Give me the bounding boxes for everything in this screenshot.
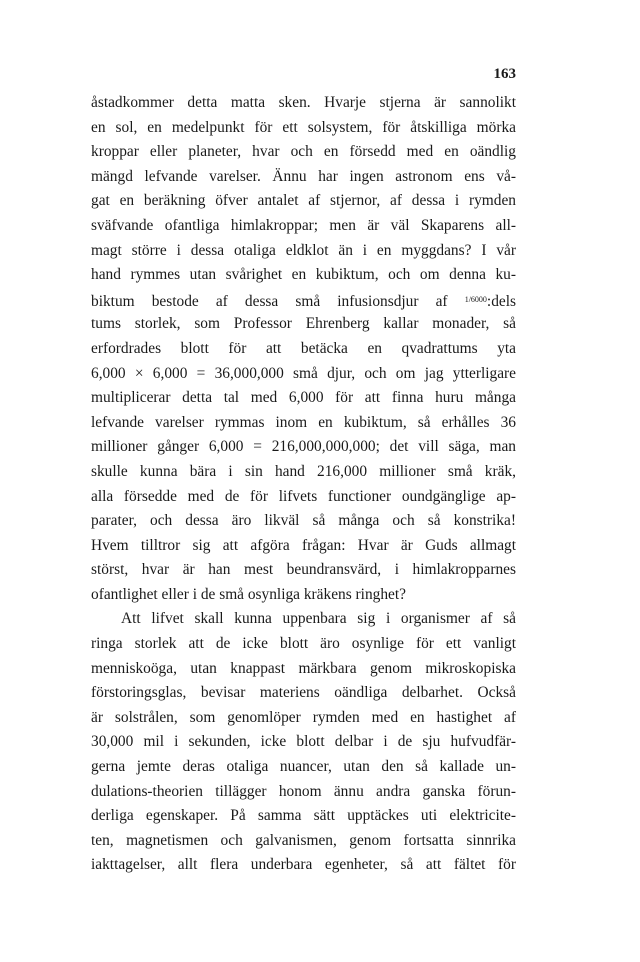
page-number: 163 [493, 66, 516, 82]
text-line: mängd lefvande varelser. Ännu har ingen astronom ens vå- [91, 167, 516, 185]
text-line: ringa storlek att de icke blott äro osynlige för ett vanligt [91, 635, 516, 653]
text-line: parater, och dessa äro likväl så många och så konstrika! [91, 512, 516, 530]
text-line: en sol, en medelpunkt för ett solsystem, för åtskilliga mörka [91, 118, 516, 136]
body-text [91, 91, 516, 878]
text-line: sväfvande ofantliga himlakroppar; men är väl Skaparens all- [91, 216, 516, 234]
text-line: ofantlighet eller i de små osynliga kräkens ringhet? [91, 585, 406, 603]
paragraph-first-line: Att lifvet skall kunna uppenbara sig i organismer af så [121, 610, 516, 628]
text-line: alla försedde med de för lifvets functioner oundgänglige ap- [91, 487, 516, 505]
text-line: erfordrades blott för att betäcka en qvadrattums yta [91, 339, 516, 357]
text-line: millioner gånger 6,000 = 216,000,000,000; det vill säga, man [91, 438, 516, 456]
text-line: förstoringsglas, bevisar materiens oändliga delbarhet. Också [91, 684, 516, 702]
text-line: menniskoöga, utan knappast märkbara genom mikroskopiska [91, 659, 516, 677]
text-line-with-fraction [91, 288, 516, 313]
text-line: skulle kunna bära i sin hand 216,000 millioner små kräk, [91, 462, 516, 480]
text-line: magt större i dessa otaliga eldklot än i en myggdans? I vår [91, 241, 516, 259]
text-line: 30,000 mil i sekunden, icke blott delbar i de sju hufvudfär- [91, 733, 516, 751]
text-line: gat en beräkning öfver antalet af stjernor, af dessa i rymden [91, 192, 516, 210]
text-line: ten, magnetismen och galvanismen, genom fortsatta sinnrika [91, 831, 516, 849]
text-line: multiplicerar detta tal med 6,000 för att finna huru många [91, 389, 516, 407]
text-line: Hvem tilltror sig att afgöra frågan: Hvar är Guds allmagt [91, 536, 516, 554]
text-line: gerna jemte deras otaliga nuancer, utan den så kallade un- [91, 758, 516, 776]
text-line: hand rymmes utan svårighet en kubiktum, och om denna ku- [91, 266, 516, 284]
text-line: tums storlek, som Professor Ehrenberg kallar monader, så [91, 315, 516, 333]
fraction-suffix: :dels [486, 292, 516, 310]
text-line: lefvande varelser rymmas inom en kubiktum, så erhålles 36 [91, 413, 516, 431]
text-line: dulations-theorien tillägger honom ännu andra ganska förun- [91, 782, 516, 800]
text-line: störst, hvar är han mest beundransvärd, i himlakropparnes [91, 561, 516, 579]
text-line: kroppar eller planeter, hvar och en försedd med en oändlig [91, 143, 516, 161]
text-line-part: biktum bestode af dessa små infusionsdjur af [91, 292, 448, 310]
text-line: åstadkommer detta matta sken. Hvarje stjerna är sannolikt [91, 94, 516, 111]
fraction: 1/6000 [464, 294, 487, 304]
text-line: iakttagelser, allt flera underbara egenheter, så att fältet för [91, 856, 516, 874]
text-line: derliga egenskaper. På samma sätt upptäckes uti elektricite- [91, 807, 516, 825]
text-line: 6,000 × 6,000 = 36,000,000 små djur, och om jag ytterligare [91, 364, 516, 382]
text-line: är solstrålen, som genomlöper rymden med en hastighet af [91, 708, 516, 726]
